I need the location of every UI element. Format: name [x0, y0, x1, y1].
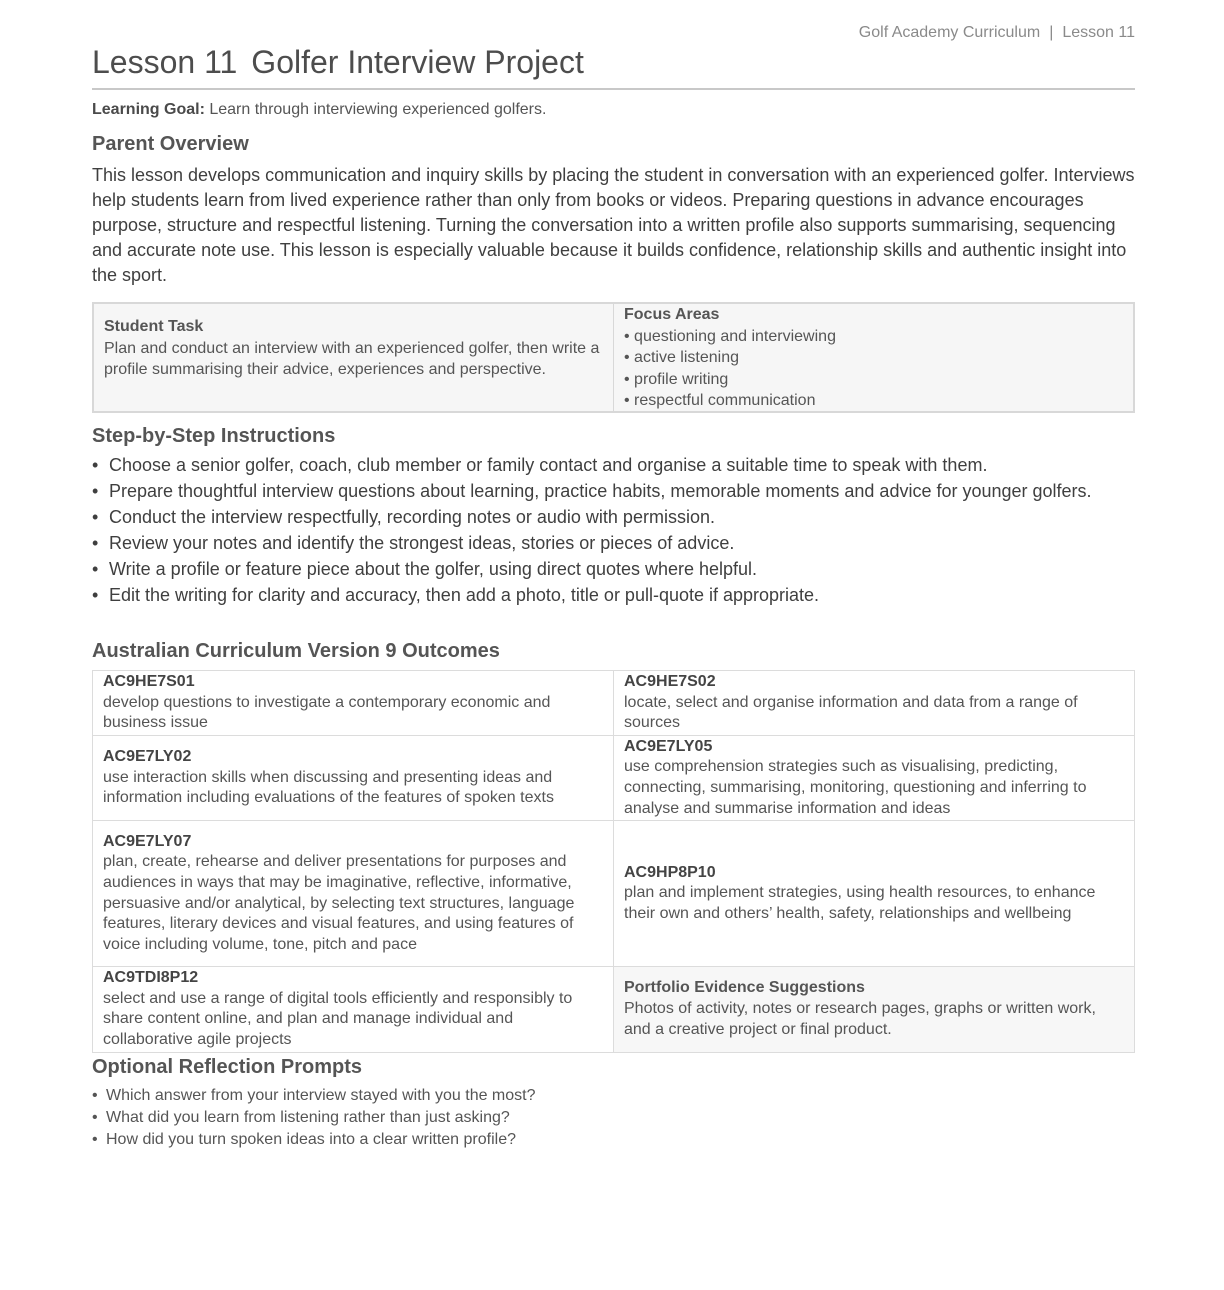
lesson-name: Golfer Interview Project [251, 44, 584, 80]
header-separator: | [1049, 24, 1054, 41]
outcomes-row [93, 671, 1135, 736]
focus-item: • profile writing [624, 370, 729, 388]
parent-overview-heading: Parent Overview [92, 133, 249, 155]
outcome-code: AC9HE7S02 [624, 673, 716, 690]
outcome-desc: use interaction skills when discussing and presenting ideas and information including evaluations of the features of spoken texts [103, 768, 554, 807]
page-title [92, 40, 1135, 84]
outcome-cell [93, 735, 614, 820]
task-box [92, 302, 1135, 413]
outcome-cell [614, 671, 1135, 736]
focus-item-text: active listening [634, 349, 739, 366]
outcome-desc: use comprehension strategies such as visualising, predicting, connecting, summarising, monitoring, questioning and inferring to analyse and summarise information and ideas [624, 758, 1087, 817]
curriculum-name: Golf Academy Curriculum [858, 24, 1041, 41]
outcome-code: AC9HE7S01 [103, 673, 195, 690]
outcomes-row [93, 821, 1135, 967]
learning-goal [92, 101, 546, 119]
portfolio-title: Portfolio Evidence Suggestions [624, 979, 865, 997]
outcomes-heading: Australian Curriculum Version 9 Outcomes [92, 640, 500, 662]
focus-areas-title: Focus Areas [624, 306, 720, 323]
outcome-code: AC9E7LY05 [624, 737, 713, 755]
portfolio-evidence [614, 967, 1135, 1052]
reflection-item: • Which answer from your interview stayed with you the most? [92, 1085, 536, 1107]
outcome-code: AC9TDI8P12 [103, 969, 199, 987]
student-task-title: Student Task [104, 318, 204, 335]
steps-list [92, 453, 1135, 609]
outcome-desc: locate, select and organise information and data from a range of sources [624, 693, 1078, 732]
student-task-text: Plan and conduct an interview with an experienced golfer, then write a profile summarising their advice, experiences and perspective. [104, 339, 600, 378]
lesson-number: Lesson 11 [92, 44, 238, 80]
step-item: • Write a profile or feature piece about the golfer, using direct quotes where helpful. [92, 557, 1135, 581]
focus-areas [614, 304, 1133, 411]
outcome-desc: plan, create, rehearse and deliver presentations for purposes and audiences in ways that may be imaginative, reflective, informative, persuasive and/or analytical, by selecting text structures, language features, literary devices and visual features, and using features of voice including volume, tone, pitch and pace [103, 853, 575, 953]
learning-goal-text: Learn through interviewing experienced golfers. [209, 101, 547, 118]
reflection-item: • How did you turn spoken ideas into a clear written profile? [92, 1129, 536, 1151]
outcome-cell [93, 671, 614, 736]
focus-item-text: questioning and interviewing [634, 327, 836, 345]
outcomes-row [93, 735, 1135, 820]
focus-item: • active listening [624, 349, 739, 366]
parent-overview-text: This lesson develops communication and inquiry skills by placing the student in conversation with an experienced golfer. Interviews help students learn from lived experience rather than only from books or videos. Preparing questions in advance encourages purpose, structure and respectful listening. Turning the conversation into a written profile also supports summarising, sequencing and accurate note use. This lesson is especially valuable because it builds confidence, relationship skills and authentic insight into the sport. [92, 165, 1135, 285]
outcome-desc: develop questions to investigate a contemporary economic and business issue [103, 693, 551, 732]
step-item: • Choose a senior golfer, coach, club member or family contact and organise a suitable time to speak with them. [92, 453, 1135, 477]
outcomes-row [93, 967, 1135, 1052]
header-lesson-ref: Lesson 11 [1062, 24, 1135, 41]
focus-item: • questioning and interviewing [624, 327, 836, 345]
outcomes-table [92, 670, 1135, 1053]
reflection-heading: Optional Reflection Prompts [92, 1056, 363, 1078]
step-item: • Review your notes and identify the strongest ideas, stories or pieces of advice. [92, 531, 1135, 555]
steps-heading: Step-by-Step Instructions [92, 425, 336, 447]
reflection-list [92, 1085, 536, 1151]
learning-goal-label: Learning Goal: [92, 101, 205, 118]
outcome-cell [93, 821, 614, 967]
outcome-code: AC9E7LY02 [103, 748, 192, 766]
outcome-desc: plan and implement strategies, using health resources, to enhance their own and others’ health, safety, relationships and wellbeing [624, 884, 1096, 922]
outcome-cell [614, 821, 1135, 967]
focus-item-text: respectful communication [634, 392, 816, 409]
student-task [94, 304, 614, 411]
outcome-cell [614, 735, 1135, 820]
outcome-cell [93, 967, 614, 1052]
reflection-item: • What did you learn from listening rather than just asking? [92, 1107, 536, 1129]
outcome-code: AC9E7LY07 [103, 832, 192, 850]
step-item: • Edit the writing for clarity and accuracy, then add a photo, title or pull-quote if appropriate. [92, 583, 1135, 607]
focus-item: • respectful communication [624, 392, 816, 409]
focus-item-text: profile writing [634, 370, 729, 388]
portfolio-text: Photos of activity, notes or research pages, graphs or written work, and a creative project or final product. [624, 1000, 1096, 1038]
title-row [92, 40, 1135, 90]
outcome-code: AC9HP8P10 [624, 863, 716, 881]
outcome-desc: select and use a range of digital tools efficiently and responsibly to share content online, and plan and manage individual and collaborative agile projects [103, 989, 573, 1048]
step-item: • Prepare thoughtful interview questions about learning, practice habits, memorable moments and advice for younger golfers. [92, 479, 1135, 503]
step-item: • Conduct the interview respectfully, recording notes or audio with permission. [92, 505, 1135, 529]
